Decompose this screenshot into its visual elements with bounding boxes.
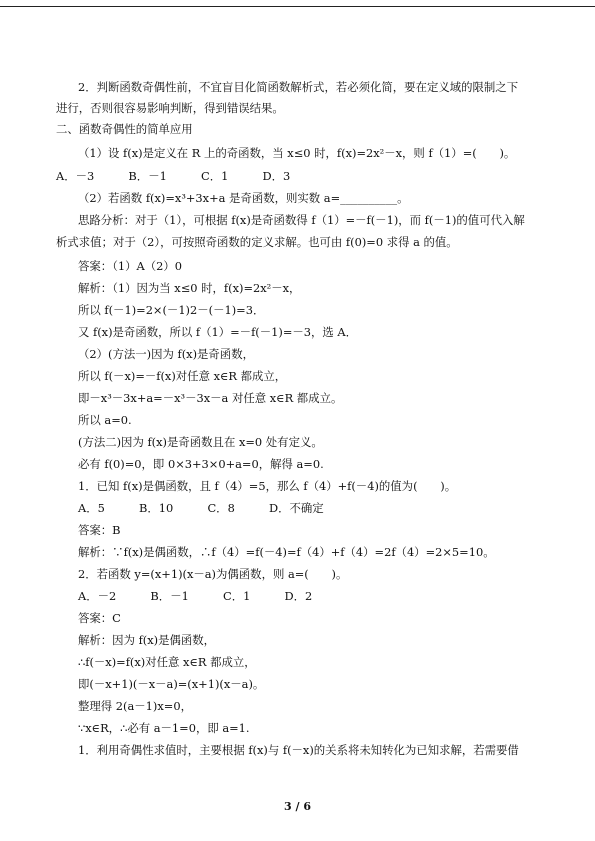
text-line: 所以 f(－1)=2×(－1)2－(－1)=3． [78, 303, 265, 317]
answer-line: 答案：C [78, 611, 121, 625]
text-line: 2．若函数 y=(x+1)(x－a)为偶函数，则 a=( )。 [78, 567, 348, 581]
text-line: （1）设 f(x)是定义在 R 上的奇函数，当 x≤0 时，f(x)=2x²－x，则 f（1）=( )。 [78, 146, 516, 160]
header-rule [0, 6, 595, 7]
page-number: 3 / 6 [284, 800, 311, 813]
text-line: 即－x³－3x+a=－x³－3x－a 对任意 x∈R 都成立。 [78, 391, 343, 405]
text-line: （2）(方法一)因为 f(x)是奇函数， [78, 347, 254, 361]
text-line: 2．判断函数奇偶性前，不宜盲目化简函数解析式，若必须化简，要在定义域的限制之下 [78, 80, 519, 94]
text-line: 进行，否则很容易影响判断，得到错误结果。 [56, 101, 284, 115]
text-line: ∴f(－x)=f(x)对任意 x∈R 都成立， [78, 655, 256, 669]
text-line: 解析：∵f(x)是偶函数，∴f（4）=f(－4)=f（4）+f（4）=2f（4）=2×5=10。 [78, 545, 495, 559]
answer-line: 答案：（1）A（2）0 [78, 259, 183, 273]
text-line: 解析：（1）因为当 x≤0 时，f(x)=2x²－x， [78, 281, 301, 295]
choice-line: A．5 B．10 C．8 D．不确定 [78, 501, 324, 515]
text-line: ∵x∈R，∴必有 a－1=0，即 a=1. [78, 721, 250, 735]
text-line: 思路分析：对于（1），可根据 f(x)是奇函数得 f（1）=－f(－1)，而 f(－1)的值可代入解 [78, 213, 525, 227]
text-line: 所以 a=0. [78, 413, 132, 427]
text-line: 所以 f(－x)=－f(x)对任意 x∈R 都成立， [78, 369, 287, 383]
text-line: 解析：因为 f(x)是偶函数， [78, 633, 216, 647]
text-line: 析式求值；对于（2），可按照奇函数的定义求解。也可由 f(0)=0 求得 a 的值。 [56, 235, 458, 249]
text-line: 必有 f(0)=0，即 0×3+3×0+a=0，解得 a=0. [78, 457, 324, 471]
text-line: 即(－x+1)(－x－a)=(x+1)(x－a)。 [78, 677, 265, 691]
text-line: (方法二)因为 f(x)是奇函数且在 x=0 处有定义。 [78, 435, 323, 449]
section-heading: 二、函数奇偶性的简单应用 [56, 122, 193, 136]
choice-line: A．－2 B．－1 C．1 D．2 [78, 589, 313, 603]
text-line: 又 f(x)是奇函数，所以 f（1）=－f(－1)=－3，选 A． [78, 325, 358, 339]
text-line: （2）若函数 f(x)=x³+3x+a 是奇函数，则实数 a=__________。 [78, 191, 409, 205]
answer-line: 答案：B [78, 523, 121, 537]
choice-line: A．－3 B．－1 C．1 D．3 [56, 169, 291, 183]
text-line: 整理得 2(a－1)x=0， [78, 699, 192, 713]
text-line: 1．已知 f(x)是偶函数，且 f（4）=5，那么 f（4）+f(－4)的值为( )。 [78, 479, 457, 493]
text-line: 1．利用奇偶性求值时，主要根据 f(x)与 f(－x)的关系将未知转化为已知求解，若需要借 [78, 743, 519, 757]
